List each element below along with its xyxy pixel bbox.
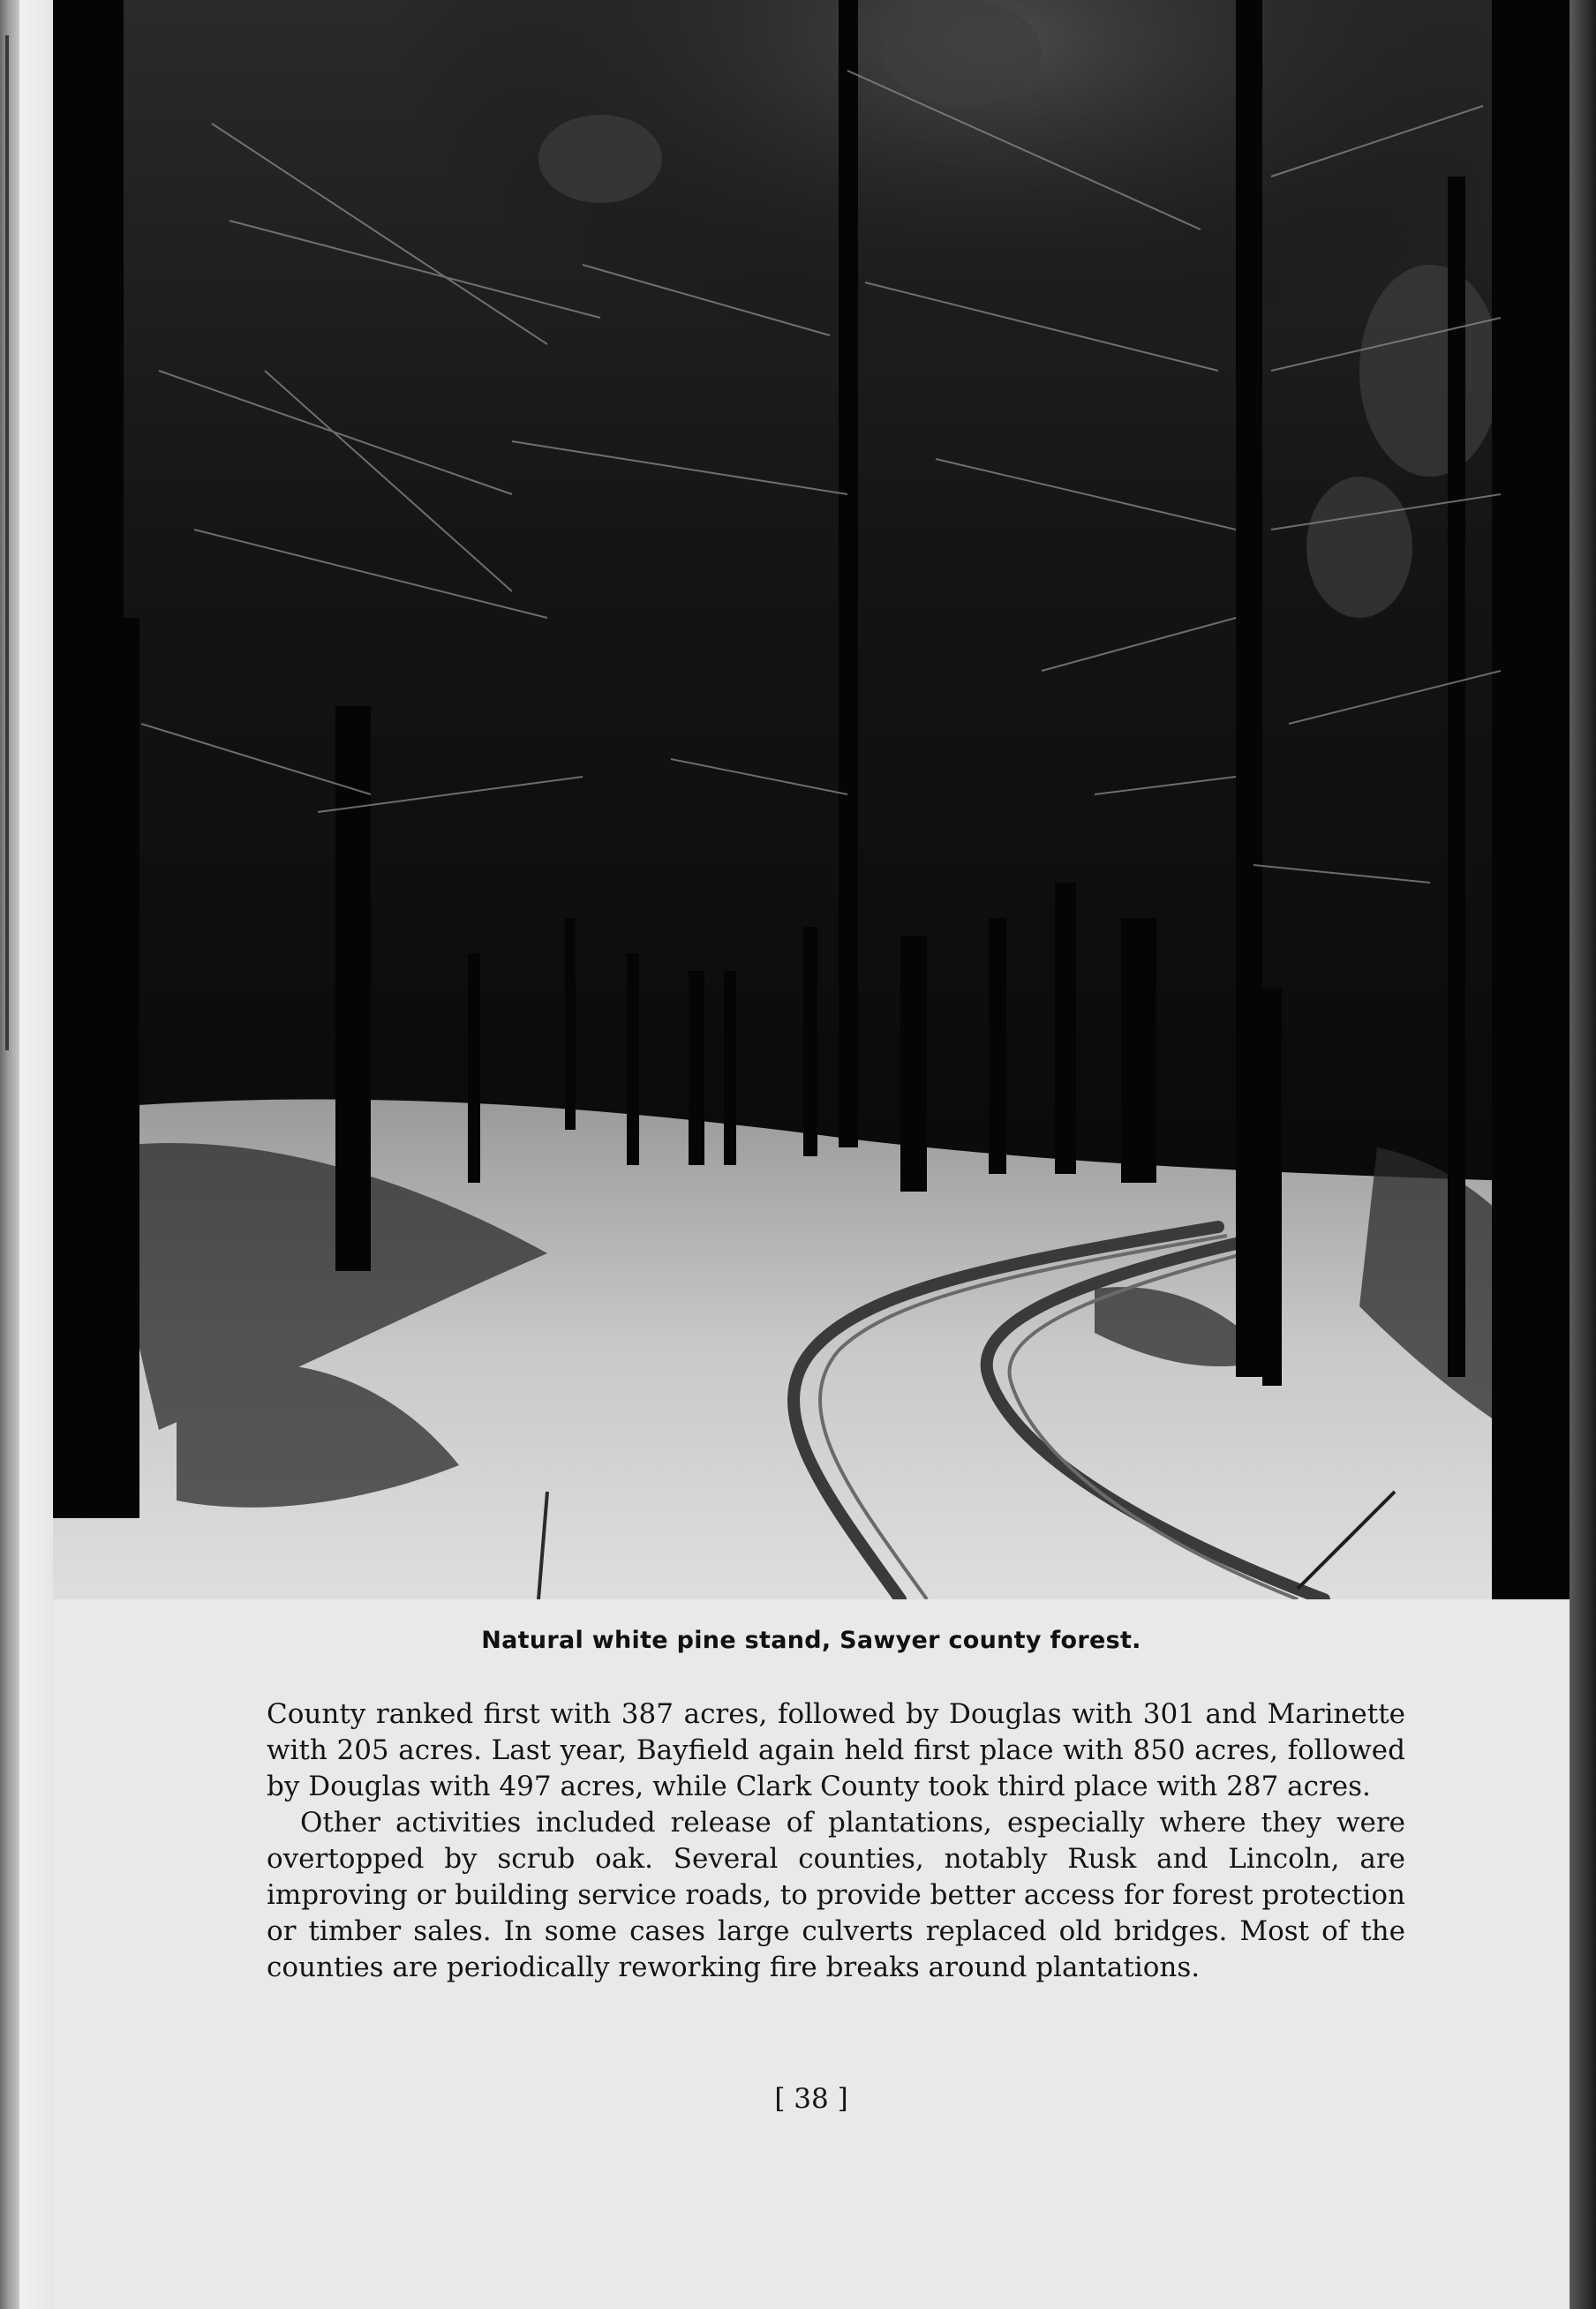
page-margin-left [19, 0, 53, 2309]
photo-caption: Natural white pine stand, Sawyer county forest. [481, 1627, 1141, 1654]
paragraph: County ranked first with 387 acres, followed by Douglas with 301 and Marinette with 205 acres. Last year, Bayfield again held first place with 850 acres, followed by Douglas with 497 acres, while Clark County took third place with 287 acres. [267, 1698, 1405, 1802]
page-number: [ 38 ] [774, 2083, 848, 2115]
body-text [267, 1696, 1405, 1986]
paragraph: Other activities included release of plantations, especially where they were overtopped by scrub oak. Several counties, notably Rusk and Lincoln, are improving or building service roads, to provide better access for forest protection or timber sales. In some cases large culverts replaced old bridges. Most of the counties are periodically reworking fire breaks around plantations. [267, 1807, 1405, 1983]
forest-photograph [53, 0, 1570, 1599]
book-binding [0, 0, 19, 2309]
page-edge-right [1570, 0, 1596, 2309]
